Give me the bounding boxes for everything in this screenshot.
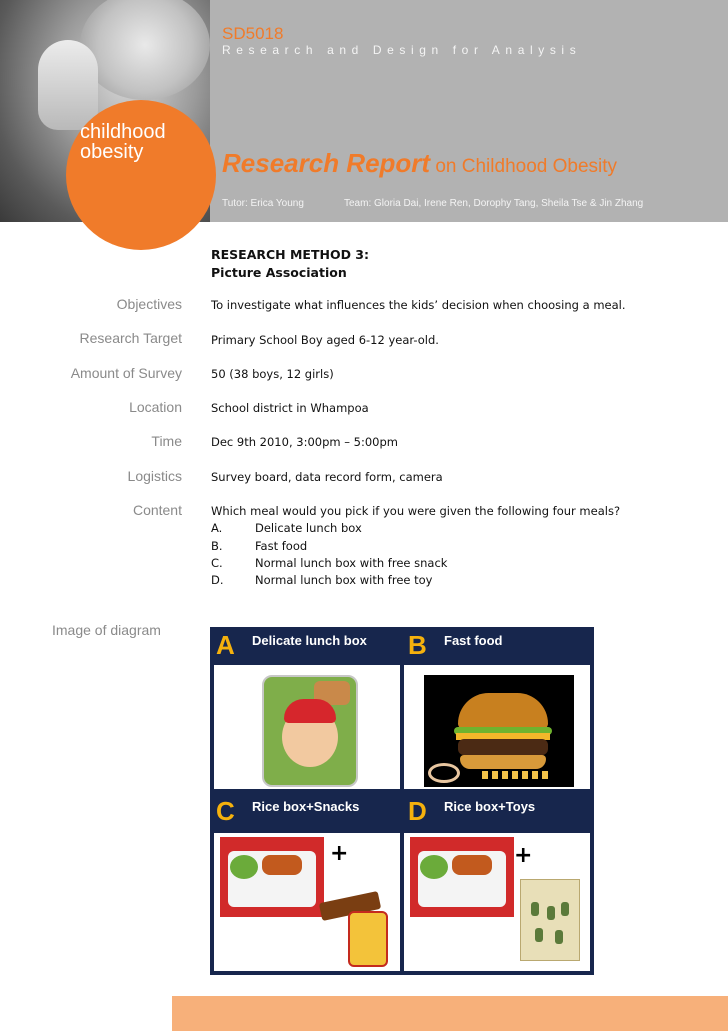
option-letter: D. — [211, 573, 224, 587]
bun-bottom — [460, 755, 546, 769]
cell-b-panel — [404, 665, 590, 789]
value-research-target: Primary School Boy aged 6-12 year-old. — [211, 333, 439, 347]
cell-a-header — [210, 627, 400, 663]
patty — [458, 739, 548, 755]
option-letter: C. — [211, 556, 223, 570]
value-logistics: Survey board, data record form, camera — [211, 470, 443, 484]
option-d — [211, 573, 432, 587]
label-research-target: Research Target — [79, 330, 182, 346]
option-letter: B. — [211, 539, 223, 553]
diagram-label: Image of diagram — [52, 622, 161, 638]
value-location: School district in Whampoa — [211, 401, 369, 415]
meal-diagram — [210, 627, 594, 975]
cell-a-letter: A — [216, 630, 235, 660]
label-time: Time — [151, 433, 182, 449]
method-line-1: RESEARCH METHOD 3: — [211, 247, 370, 262]
vegetable — [420, 855, 448, 879]
option-text: Normal lunch box with free toy — [255, 573, 433, 587]
option-text: Delicate lunch box — [255, 521, 362, 535]
mario-cap — [284, 699, 336, 723]
logo-text — [80, 122, 166, 162]
toy-figure — [535, 928, 543, 942]
report-header — [0, 0, 728, 222]
label-amount-of-survey: Amount of Survey — [70, 365, 182, 381]
cell-a-name: Delicate lunch box — [252, 633, 367, 648]
cell-b-name: Fast food — [444, 633, 503, 648]
onion-ring — [428, 763, 460, 783]
method-heading — [211, 246, 369, 282]
cell-d-panel — [404, 833, 590, 971]
report-title-strong: Research Report — [222, 148, 431, 178]
child-face — [80, 0, 210, 100]
cell-a-panel — [214, 665, 400, 789]
method-line-2: Picture Association — [211, 265, 347, 280]
option-text: Normal lunch box with free snack — [255, 556, 448, 570]
child-raised-hand — [38, 40, 98, 130]
plus-sign: + — [330, 841, 349, 866]
report-title — [222, 148, 617, 179]
value-amount-of-survey: 50 (38 boys, 12 girls) — [211, 367, 334, 381]
toy-card-image — [520, 879, 580, 961]
tutor-line: Tutor: Erica Young — [222, 198, 304, 209]
report-title-rest: on Childhood Obesity — [430, 156, 618, 177]
rice-box-image — [410, 837, 514, 917]
toy-figure — [561, 902, 569, 916]
course-name: Research and Design for Analysis — [222, 43, 582, 57]
option-letter: A. — [211, 521, 223, 535]
cell-c-letter: C — [216, 796, 235, 826]
cell-d-header — [402, 793, 594, 829]
cell-d-name: Rice box+Toys — [444, 799, 536, 814]
value-time: Dec 9th 2010, 3:00pm – 5:00pm — [211, 435, 398, 449]
value-content: Which meal would you pick if you were given the following four meals? — [211, 504, 621, 518]
option-c — [211, 556, 447, 570]
meat — [262, 855, 302, 875]
fries — [482, 771, 552, 779]
toy-figure — [547, 906, 555, 920]
cell-c-panel — [214, 833, 400, 971]
bun-top — [458, 693, 548, 729]
label-logistics: Logistics — [127, 468, 182, 484]
course-code: SD5018 — [222, 24, 284, 43]
toy-figure — [531, 902, 539, 916]
burger-image — [424, 675, 574, 787]
cell-c-name: Rice box+Snacks — [252, 799, 360, 814]
option-b — [211, 539, 307, 553]
team-line: Team: Gloria Dai, Irene Ren, Dorophy Tang, Sheila Tse & Jin Zhang — [344, 198, 644, 209]
option-a — [211, 521, 362, 535]
chips-bag-image — [348, 911, 388, 967]
cell-c-header — [210, 793, 400, 829]
rice-box-image — [220, 837, 324, 917]
label-location: Location — [129, 399, 182, 415]
footer-bar — [172, 996, 728, 1031]
option-text: Fast food — [255, 539, 308, 553]
logo-line-2: obesity — [80, 141, 144, 163]
cell-b-letter: B — [408, 630, 427, 660]
cell-d-letter: D — [408, 796, 427, 826]
label-objectives: Objectives — [116, 296, 182, 312]
label-content: Content — [132, 502, 182, 518]
cell-b-header — [402, 627, 594, 663]
logo-line-1: childhood — [80, 121, 166, 143]
plus-sign: + — [514, 843, 533, 868]
mario-lunch-box-image — [262, 675, 358, 787]
toy-figure — [555, 930, 563, 944]
vegetable — [230, 855, 258, 879]
value-objectives: To investigate what influences the kids’ decision when choosing a meal. — [211, 298, 626, 312]
meat — [452, 855, 492, 875]
